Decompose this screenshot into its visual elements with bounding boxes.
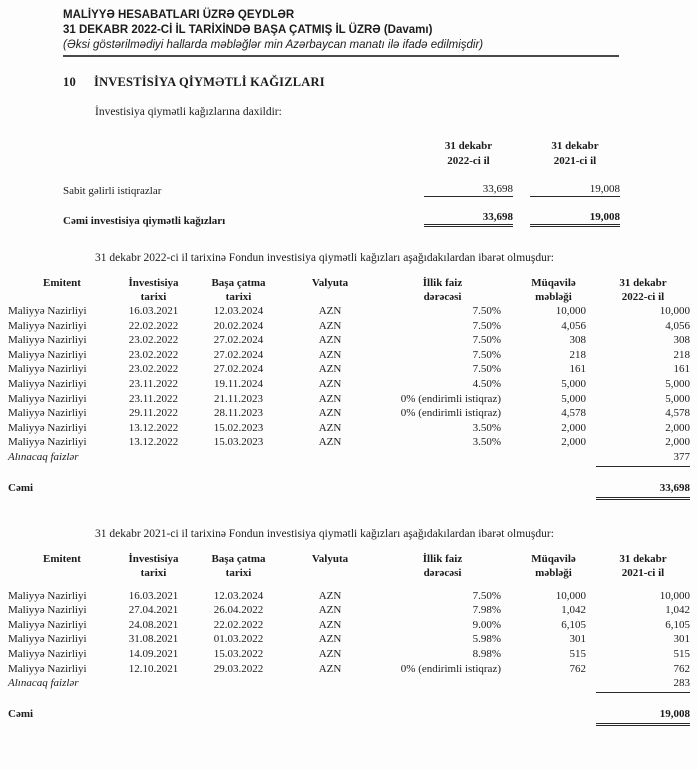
interest-rate-cell: 0% (endirimli istiqraz) [400,392,501,405]
investment-date-cell: 13.12.2022 [128,421,179,434]
balance-cell: 10,000 [659,589,690,602]
investment-date-cell: 31.08.2021 [128,633,179,646]
emitent-cell: Maliyyə Nazirliyi [8,392,87,405]
summary-row-fixed-income [63,183,697,197]
table-row [8,618,690,633]
currency-cell: AZN [318,392,342,405]
interest-rate-cell: 3.50% [472,436,501,449]
interest-rate-cell: 3.50% [472,421,501,434]
table-row [8,377,690,392]
accrued-interest-row [8,676,690,693]
interest-rate-cell: 7.98% [472,604,501,617]
currency-cell: AZN [318,377,342,390]
intro-text: İnvestisiya qiymətli kağızlarına daxildir: [95,106,282,118]
interest-rate-cell: 7.50% [472,305,501,317]
interest-rate-cell: 5.98% [472,633,501,646]
interest-rate-cell: 8.98% [472,647,501,660]
value-2021: 19,008 [530,211,620,227]
interest-rate-cell: 4.50% [472,377,501,390]
total-value: 33,698 [596,481,690,500]
investment-date-cell: 23.11.2022 [128,392,179,405]
maturity-date-cell: 29.03.2022 [213,662,264,675]
balance-cell: 762 [673,662,690,675]
column-header-maturity-date: Başa çatma tarixi [211,277,266,303]
emitent-cell: Maliyyə Nazirliyi [8,363,87,376]
investments-table-header [8,552,690,580]
investment-date-cell: 27.04.2021 [128,604,179,617]
maturity-date-cell: 26.04.2022 [213,604,264,617]
currency-cell: AZN [318,348,342,361]
emitent-cell: Maliyyə Nazirliyi [8,348,87,361]
currency-cell: AZN [318,334,342,347]
balance-cell: 308 [673,334,690,347]
col-header-2022: 31 dekabr 2022-ci il [444,140,493,167]
emitent-cell: Maliyyə Nazirliyi [8,421,87,434]
balance-cell: 5,000 [665,377,690,390]
investment-date-cell: 24.08.2021 [128,618,179,631]
investment-date-cell: 29.11.2022 [128,407,179,420]
balance-cell: 2,000 [665,421,690,434]
column-header-balance: 31 dekabr 2022-ci il [619,277,667,303]
balance-cell: 218 [673,348,690,361]
table-caption-2021: 31 dekabr 2021-ci il tarixinə Fondun investisiya qiymətli kağızları aşağıdakılardan ibarət olmuşdur: [95,527,554,540]
table-row [8,348,690,363]
maturity-date-cell: 21.11.2023 [213,392,264,405]
column-header-balance: 31 dekabr 2021-ci il [619,552,667,579]
investment-date-cell: 23.02.2022 [128,334,179,347]
emitent-cell: Maliyyə Nazirliyi [8,589,87,602]
investment-date-cell: 23.02.2022 [128,363,179,376]
column-header-maturity-date: Başa çatma tarixi [211,552,266,579]
interest-rate-cell: 7.50% [472,319,501,332]
column-header-emitent: Emitent [43,552,81,565]
balance-cell: 161 [673,363,690,376]
emitent-cell: Maliyyə Nazirliyi [8,334,87,347]
interest-rate-cell: 7.50% [472,334,501,347]
investments-rows [8,304,690,450]
summary-row-total [63,211,697,227]
table-row [8,589,690,604]
maturity-date-cell: 12.03.2024 [213,589,264,602]
section-number: 10 [63,75,76,89]
balance-cell: 515 [673,647,690,660]
contract-amount-cell: 4,578 [561,407,586,420]
maturity-date-cell: 01.03.2022 [213,633,264,646]
maturity-date-cell: 19.11.2024 [213,377,264,390]
table-row [8,435,690,450]
col-header-2021: 31 dekabr 2021-ci il [551,140,599,167]
interest-rate-cell: 7.50% [472,363,501,376]
table-row [8,662,690,677]
section-title: İNVESTİSİYA QİYMƏTLİ KAĞIZLARI [94,75,325,89]
contract-amount-cell: 218 [569,348,586,361]
investment-date-cell: 23.02.2022 [128,348,179,361]
interest-rate-cell: 9.00% [472,618,501,631]
document-title: MALİYYƏ HESABATLARI ÜZRƏ QEYDLƏR [63,9,295,21]
emitent-cell: Maliyyə Nazirliyi [8,407,87,420]
investment-date-cell: 16.03.2021 [128,305,179,317]
investments-table-header [8,276,690,304]
emitent-cell: Maliyyə Nazirliyi [8,662,87,675]
investments-table-2021 [8,552,690,726]
total-row [8,481,690,500]
interest-rate-cell: 7.50% [472,589,501,602]
currency-cell: AZN [318,633,342,646]
investment-date-cell: 13.12.2022 [128,436,179,449]
currency-cell: AZN [318,305,342,317]
total-row [8,707,690,726]
total-value: 19,008 [596,707,690,726]
column-header-interest-rate: İllik faiz dərəcəsi [422,552,463,579]
table-row [8,319,690,334]
currency-cell: AZN [318,421,342,434]
table-row [8,603,690,618]
table-row [8,406,690,421]
emitent-cell: Maliyyə Nazirliyi [8,604,87,617]
accrued-value: 377 [596,450,690,467]
balance-cell: 5,000 [665,392,690,405]
value-2022: 33,698 [424,211,513,227]
maturity-date-cell: 27.02.2024 [213,363,264,376]
row-label: Alınacaq faizlər [8,450,79,463]
investment-date-cell: 22.02.2022 [128,319,179,332]
accrued-value: 283 [596,676,690,693]
balance-cell: 2,000 [665,436,690,449]
contract-amount-cell: 10,000 [555,589,586,602]
report-period: 31 DEKABR 2022-Cİ İL TARİXİNDƏ BAŞA ÇATMIŞ İL ÜZRƏ (Davamı) [63,24,433,36]
balance-cell: 4,056 [665,319,690,332]
currency-cell: AZN [318,647,342,660]
maturity-date-cell: 15.03.2022 [213,647,264,660]
contract-amount-cell: 762 [569,662,586,675]
section-heading [63,75,697,90]
balance-cell: 4,578 [665,407,690,420]
row-label: Alınacaq faizlər [8,677,79,690]
currency-cell: AZN [318,604,342,617]
summary-table [63,139,697,227]
value-2022: 33,698 [424,183,513,197]
emitent-cell: Maliyyə Nazirliyi [8,618,87,631]
maturity-date-cell: 22.02.2022 [213,618,264,631]
investment-date-cell: 23.11.2022 [128,377,179,390]
table-caption-2022: 31 dekabr 2022-ci il tarixinə Fondun investisiya qiymətli kağızları aşağıdakılardan ibarət olmuşdur: [95,252,554,264]
table-row [8,632,690,647]
balance-cell: 6,105 [665,618,690,631]
column-header-investment-date: İnvestisiya tarixi [128,552,179,579]
investments-rows [8,589,690,677]
table-row [8,647,690,662]
row-label: Cəmi [8,707,34,720]
balance-cell: 1,042 [665,604,690,617]
table-row [8,392,690,407]
maturity-date-cell: 12.03.2024 [213,305,264,317]
column-header-contract-amount: Müqavilə məbləği [531,552,576,579]
contract-amount-cell: 2,000 [561,436,586,449]
maturity-date-cell: 15.03.2023 [213,436,264,449]
table-row [8,304,690,319]
balance-cell: 301 [673,633,690,646]
contract-amount-cell: 6,105 [561,618,586,631]
currency-cell: AZN [318,363,342,376]
investments-table-2022 [8,276,690,500]
row-label: Cəmi [8,481,34,494]
contract-amount-cell: 5,000 [561,377,586,390]
contract-amount-cell: 301 [569,633,586,646]
contract-amount-cell: 1,042 [561,604,586,617]
value-2021: 19,008 [530,183,620,197]
column-header-currency: Valyuta [311,552,349,565]
row-label: Sabit gəlirli istiqrazlar [63,185,162,197]
maturity-date-cell: 27.02.2024 [213,348,264,361]
table-row [8,333,690,348]
accrued-interest-row [8,450,690,467]
measurement-note: (Əksi göstərilmədiyi hallarda məbləğlər min Azərbaycan manatı ilə ifadə edilmişdir) [63,39,484,51]
currency-cell: AZN [318,407,342,420]
column-header-investment-date: İnvestisiya tarixi [128,277,179,303]
investment-date-cell: 12.10.2021 [128,662,179,675]
table-row [8,362,690,377]
emitent-cell: Maliyyə Nazirliyi [8,436,87,449]
emitent-cell: Maliyyə Nazirliyi [8,319,87,332]
contract-amount-cell: 308 [569,334,586,347]
contract-amount-cell: 5,000 [561,392,586,405]
contract-amount-cell: 2,000 [561,421,586,434]
emitent-cell: Maliyyə Nazirliyi [8,305,87,317]
maturity-date-cell: 20.02.2024 [213,319,264,332]
document-header [63,8,619,57]
contract-amount-cell: 10,000 [555,305,586,317]
emitent-cell: Maliyyə Nazirliyi [8,633,87,646]
contract-amount-cell: 4,056 [561,319,586,332]
column-header-currency: Valyuta [311,277,349,289]
emitent-cell: Maliyyə Nazirliyi [8,647,87,660]
balance-cell: 10,000 [659,305,690,317]
interest-rate-cell: 7.50% [472,348,501,361]
currency-cell: AZN [318,319,342,332]
summary-table-header [63,139,697,169]
column-header-contract-amount: Müqavilə məbləği [531,277,576,303]
investment-date-cell: 14.09.2021 [128,647,179,660]
maturity-date-cell: 28.11.2023 [213,407,264,420]
contract-amount-cell: 161 [569,363,586,376]
investment-date-cell: 16.03.2021 [128,589,179,602]
maturity-date-cell: 27.02.2024 [213,334,264,347]
currency-cell: AZN [318,662,342,675]
currency-cell: AZN [318,589,342,602]
contract-amount-cell: 515 [569,647,586,660]
maturity-date-cell: 15.02.2023 [213,421,264,434]
interest-rate-cell: 0% (endirimli istiqraz) [400,662,501,675]
column-header-emitent: Emitent [43,277,81,289]
currency-cell: AZN [318,618,342,631]
currency-cell: AZN [318,436,342,449]
interest-rate-cell: 0% (endirimli istiqraz) [400,407,501,420]
emitent-cell: Maliyyə Nazirliyi [8,377,87,390]
row-label: Cəmi investisiya qiymətli kağızları [63,215,226,227]
column-header-interest-rate: İllik faiz dərəcəsi [422,277,463,303]
table-row [8,421,690,436]
